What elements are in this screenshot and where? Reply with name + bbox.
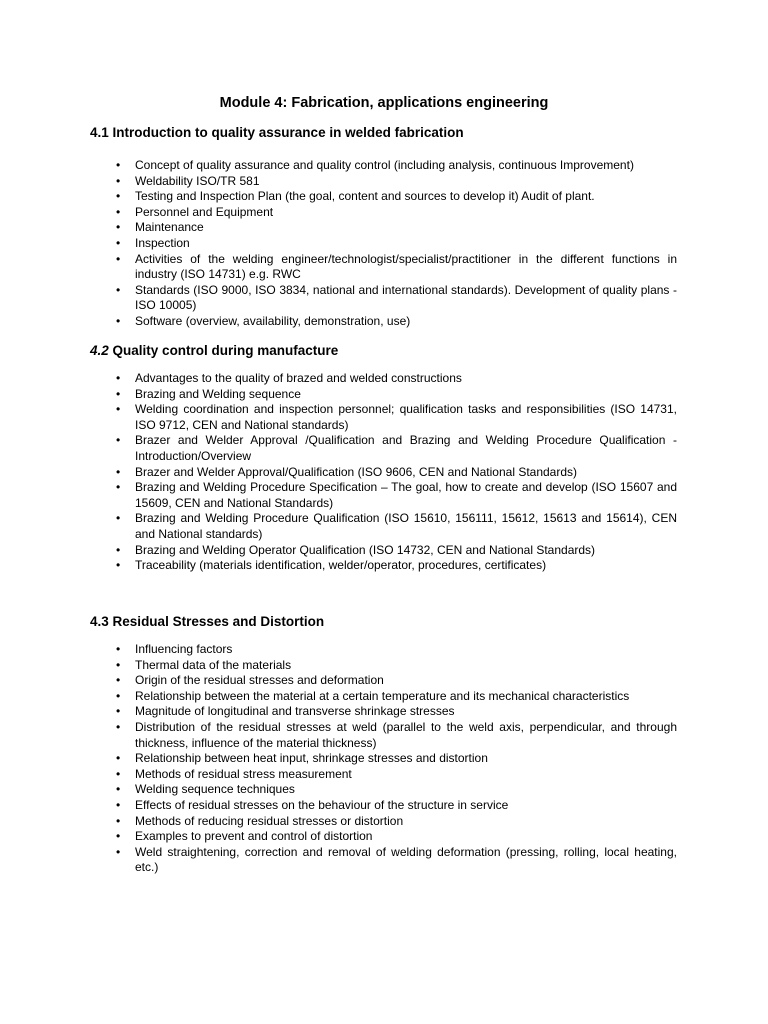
list-item: • Relationship between heat input, shrinkage stresses and distortion xyxy=(116,751,488,766)
bullet-icon: • xyxy=(116,719,121,734)
list-item: • Brazing and Welding Operator Qualification (ISO 14732, CEN and National Standards) xyxy=(116,542,596,557)
section-title: Residual Stresses and Distortion xyxy=(112,614,325,629)
list-item: • Advantages to the quality of brazed and welded constructions xyxy=(116,371,462,385)
section-list-4-2 xyxy=(0,371,768,574)
bullet-icon: • xyxy=(116,189,121,204)
bullet-icon: • xyxy=(116,158,121,172)
section-heading-4-3 xyxy=(90,613,324,630)
bullet-icon: • xyxy=(116,402,121,417)
list-item: • Brazing and Welding Procedure Specification – The goal, how to create and develop (ISO 15607 and 15609, CEN and National Standards) xyxy=(116,480,677,510)
bullet-icon: • xyxy=(116,282,121,297)
section-list-4-1 xyxy=(0,158,768,330)
bullet-icon: • xyxy=(116,688,121,703)
bullet-icon: • xyxy=(116,657,121,672)
section-number: 4.1 xyxy=(90,125,109,140)
bullet-icon: • xyxy=(116,813,121,828)
bullet-icon: • xyxy=(116,829,121,844)
bullet-icon: • xyxy=(116,766,121,781)
list-item: • Thermal data of the materials xyxy=(116,657,292,672)
bullet-icon: • xyxy=(116,642,121,656)
bullet-icon: • xyxy=(116,844,121,859)
bullet-icon: • xyxy=(116,558,121,573)
list-item: • Welding coordination and inspection personnel; qualification tasks and responsibilities (ISO 14731, ISO 9712, CEN and National standards) xyxy=(116,402,677,432)
list-item: • Methods of reducing residual stresses or distortion xyxy=(116,813,404,828)
list-item: • Testing and Inspection Plan (the goal, content and sources to develop it) Audit of plant. xyxy=(116,189,595,204)
bullet-icon: • xyxy=(116,464,121,479)
bullet-icon: • xyxy=(116,782,121,797)
bullet-icon: • xyxy=(116,542,121,557)
list-item: • Inspection xyxy=(116,235,190,250)
list-item: • Traceability (materials identification, welder/operator, procedures, certificates) xyxy=(116,558,547,573)
bullet-icon: • xyxy=(116,235,121,250)
bullet-icon: • xyxy=(116,371,121,385)
list-item: • Distribution of the residual stresses at weld (parallel to the weld axis, perpendicular, and through thickness, influence of the material thickness) xyxy=(116,719,677,750)
list-item: • Origin of the residual stresses and deformation xyxy=(116,673,384,688)
bullet-icon: • xyxy=(116,511,121,526)
bullet-icon: • xyxy=(116,204,121,219)
list-item: • Influencing factors xyxy=(116,642,233,656)
bullet-icon: • xyxy=(116,251,121,266)
bullet-icon: • xyxy=(116,386,121,401)
section-list-4-3 xyxy=(0,642,768,876)
bullet-icon: • xyxy=(116,704,121,719)
list-item: • Effects of residual stresses on the behaviour of the structure in service xyxy=(116,797,509,812)
list-item: • Standards (ISO 9000, ISO 3834, national and international standards). Development of quality plans - ISO 10005) xyxy=(116,282,677,313)
bullet-icon: • xyxy=(116,313,121,328)
bullet-icon: • xyxy=(116,751,121,766)
list-item: • Brazing and Welding Procedure Qualification (ISO 15610, 156111, 15612, 15613 and 15614), CEN and National standards) xyxy=(116,511,677,541)
list-item: • Brazer and Welder Approval/Qualification (ISO 9606, CEN and National Standards) xyxy=(116,464,578,479)
list-item: • Examples to prevent and control of distortion xyxy=(116,829,373,844)
section-title: Quality control during manufacture xyxy=(112,343,339,358)
bullet-icon: • xyxy=(116,173,121,188)
list-item: • Brazer and Welder Approval /Qualification and Brazing and Welding Procedure Qualification - Introduction/Overview xyxy=(116,433,677,463)
section-number: 4.2 xyxy=(90,343,109,358)
list-item: • Activities of the welding engineer/technologist/specialist/practitioner in the different functions in industry (ISO 14731) e.g. RWC xyxy=(116,251,677,282)
list-item: • Personnel and Equipment xyxy=(116,204,274,219)
list-item: • Magnitude of longitudinal and transverse shrinkage stresses xyxy=(116,704,455,719)
list-item: • Brazing and Welding sequence xyxy=(116,386,301,401)
list-item: • Welding sequence techniques xyxy=(116,782,295,797)
bullet-icon: • xyxy=(116,433,121,448)
section-title: Introduction to quality assurance in welded fabrication xyxy=(112,125,464,140)
bullet-icon: • xyxy=(116,480,121,495)
section-number: 4.3 xyxy=(90,614,109,629)
bullet-icon: • xyxy=(116,673,121,688)
section-heading-4-2 xyxy=(90,342,338,359)
list-item: • Methods of residual stress measurement xyxy=(116,766,352,781)
list-item: • Concept of quality assurance and quality control (including analysis, continuous Improvement) xyxy=(116,158,634,172)
list-item: • Weld straightening, correction and removal of welding deformation (pressing, rolling, local heating, etc.) xyxy=(116,844,677,875)
bullet-icon: • xyxy=(116,220,121,235)
list-item: • Weldability ISO/TR 581 xyxy=(116,173,260,188)
list-item: • Maintenance xyxy=(116,220,204,235)
list-item: • Software (overview, availability, demonstration, use) xyxy=(116,313,411,328)
page-title: Module 4: Fabrication, applications engineering xyxy=(219,95,549,111)
list-item: • Relationship between the material at a certain temperature and its mechanical characteristics xyxy=(116,688,630,703)
bullet-icon: • xyxy=(116,797,121,812)
section-heading-4-1 xyxy=(90,124,464,141)
